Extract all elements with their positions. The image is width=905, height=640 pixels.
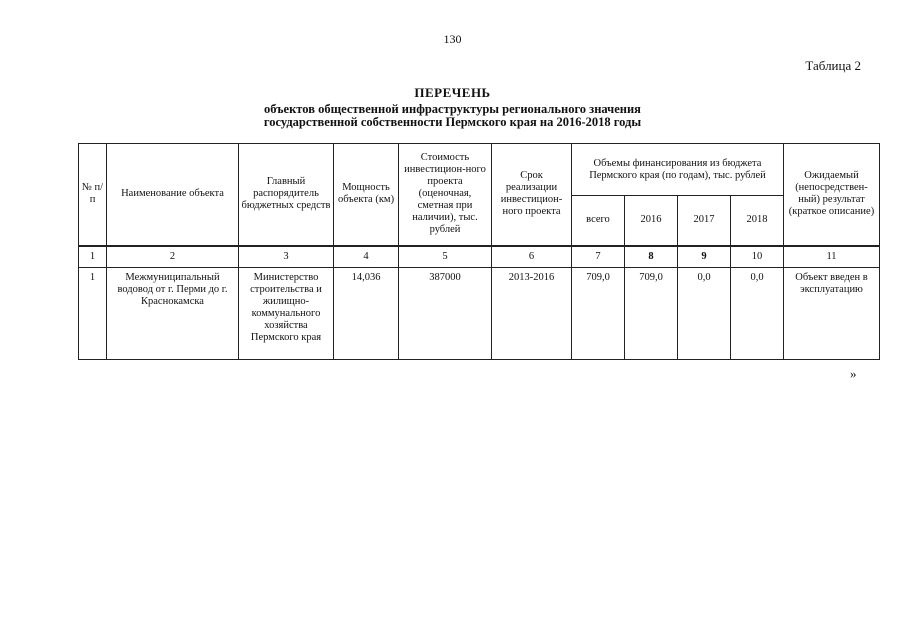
header-num: № п/п (79, 144, 107, 246)
column-number: 7 (572, 246, 625, 268)
cell-year-2016: 709,0 (625, 268, 678, 360)
header-capacity: Мощность объекта (км) (334, 144, 399, 246)
objects-table (78, 143, 880, 360)
document-subtitle (0, 103, 905, 129)
subtitle-line-1: объектов общественной инфраструктуры регионального значения (264, 102, 641, 116)
header-manager: Главный распорядитель бюджетных средств (239, 144, 334, 246)
cell-term: 2013-2016 (492, 268, 572, 360)
column-number: 6 (492, 246, 572, 268)
column-number: 11 (784, 246, 880, 268)
header-cost: Стоимость инвестицион-ного проекта (оценочная, сметная при наличии), тыс. рублей (399, 144, 492, 246)
cell-year-2018: 0,0 (731, 268, 784, 360)
cell-num: 1 (79, 268, 107, 360)
cell-cost: 387000 (399, 268, 492, 360)
column-number: 5 (399, 246, 492, 268)
document-title: ПЕРЕЧЕНЬ (414, 85, 491, 100)
cell-capacity: 14,036 (334, 268, 399, 360)
header-year-2017: 2017 (678, 196, 731, 246)
column-number: 2 (107, 246, 239, 268)
header-row (79, 144, 880, 196)
column-number: 10 (731, 246, 784, 268)
column-number-row (79, 246, 880, 268)
column-number: 8 (625, 246, 678, 268)
header-term: Срок реализации инвестицион-ного проекта (492, 144, 572, 246)
header-year-2018: 2018 (731, 196, 784, 246)
cell-result: Объект введен в эксплуатацию (784, 268, 880, 360)
column-number: 4 (334, 246, 399, 268)
header-funding: Объемы финансирования из бюджета Пермского края (по годам), тыс. рублей (572, 144, 784, 196)
column-number: 9 (678, 246, 731, 268)
header-total: всего (572, 196, 625, 246)
table-label: Таблица 2 (805, 58, 861, 73)
cell-manager: Министерство строительства и жилищно-коммунального хозяйства Пермского края (239, 268, 334, 360)
header-year-2016: 2016 (625, 196, 678, 246)
closing-quote: » (850, 366, 857, 381)
table-row (79, 268, 880, 360)
header-name: Наименование объекта (107, 144, 239, 246)
cell-object-name: Межмуниципальный водовод от г. Перми до г. Краснокамска (107, 268, 239, 360)
column-number: 1 (79, 246, 107, 268)
cell-year-2017: 0,0 (678, 268, 731, 360)
subtitle-line-2: государственной собственности Пермского края на 2016-2018 годы (263, 115, 642, 129)
page-number: 130 (443, 32, 462, 46)
header-result: Ожидаемый (непосредствен-ный) результат (краткое описание) (784, 144, 880, 246)
cell-total: 709,0 (572, 268, 625, 360)
column-number: 3 (239, 246, 334, 268)
